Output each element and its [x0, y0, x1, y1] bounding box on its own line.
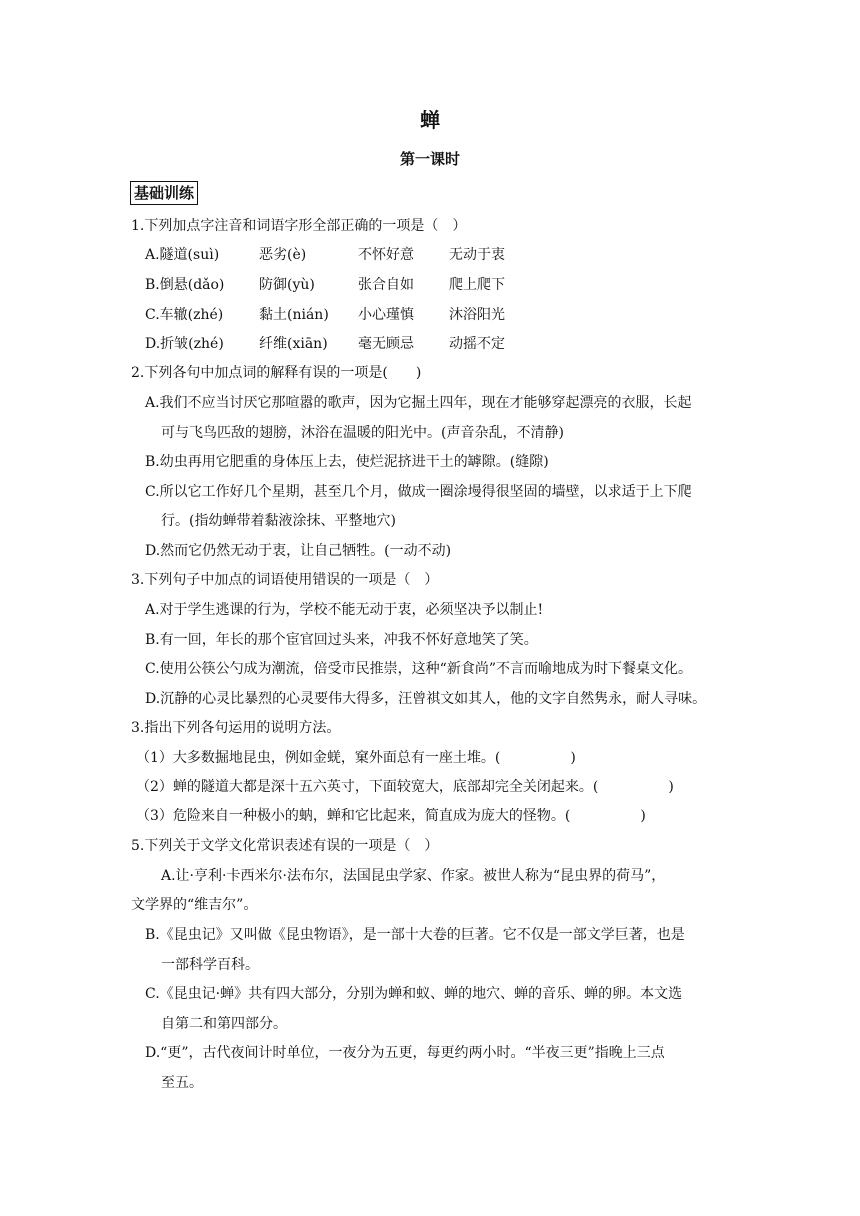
q5-stem: 5.下列关于文学文化常识表述有误的一项是（ ） [131, 838, 439, 854]
q1-stem: 1.下列加点字注音和词语字形全部正确的一项是（ ） [131, 218, 467, 234]
q1-option-cell: 不怀好意 [358, 247, 414, 263]
q1-option-cell: D.折皱(zhé) [145, 336, 224, 352]
q5-option-b-continued: 一部科学百科。 [161, 957, 259, 973]
q5-option-c: C.《昆虫记·蝉》共有四大部分，分别为蝉和蚁、蝉的地穴、蝉的音乐、蝉的卵。本文选 [145, 986, 683, 1002]
q3b-stem: 3.指出下列各句运用的说明方法。 [131, 720, 341, 736]
q1-option-cell: 防御(yù) [259, 277, 315, 293]
section-heading: 基础训练 [130, 181, 198, 205]
q3-option-c: C.使用公筷公勺成为潮流，倍受市民推崇，这种“新食尚”不言而喻地成为时下餐桌文化。 [145, 661, 692, 677]
q1-option-cell: A.隧道(suì) [145, 247, 220, 263]
q2-option-c-continued: 行。(指幼蝉带着黏液涂抹、平整地穴) [161, 513, 396, 529]
q5-option-b: B.《昆虫记》又叫做《昆虫物语》，是一部十大卷的巨著。它不仅是一部文学巨著，也是 [145, 927, 685, 943]
lesson-subtitle: 第一课时 [399, 150, 460, 168]
q1-option-cell: 爬上爬下 [449, 277, 505, 293]
q1-option-cell: 张合自如 [358, 277, 414, 293]
q5-option-a: A.让·亨利·卡西米尔·法布尔，法国昆虫学家、作家。被世人称为“昆虫界的荷马”， [161, 868, 666, 884]
q5-option-d-continued: 至五。 [161, 1075, 203, 1091]
q3-option-b: B.有一回，年长的那个宦官回过头来，冲我不怀好意地笑了笑。 [145, 632, 538, 648]
q1-option-cell: 沐浴阳光 [449, 307, 505, 323]
q3-option-a: A.对于学生逃课的行为，学校不能无动于衷，必须坚决予以制止! [145, 602, 544, 618]
q3-option-d: D.沉静的心灵比暴烈的心灵要伟大得多，汪曾祺文如其人，他的文字自然隽永，耐人寻味。 [145, 691, 707, 707]
q1-option-cell: 纤维(xiān) [259, 336, 328, 352]
q1-option-cell: C.车辙(zhé) [145, 307, 224, 323]
page-title: 蝉 [420, 108, 440, 132]
q2-option-a-continued: 可与飞鸟匹敌的翅膀，沐浴在温暖的阳光中。(声音杂乱，不清静) [161, 425, 564, 441]
q2-stem: 2.下列各句中加点词的解释有误的一项是( ) [131, 365, 422, 381]
q2-option-b: B.幼虫再用它肥重的身体压上去，使烂泥挤进干土的罅隙。(缝隙) [145, 454, 549, 470]
q1-option-cell: 恶劣(è) [259, 247, 307, 263]
q2-option-c: C.所以它工作好几个星期，甚至几个月，做成一圈涂墁得很坚固的墙壁，以求适于上下爬 [145, 484, 692, 500]
q1-option-cell: 黏土(nián) [259, 307, 329, 323]
q3b-item-1: （1）大多数掘地昆虫，例如金蜣，窠外面总有一座土堆。( ) [136, 750, 576, 766]
q5-option-a-continued: 文学界的“维吉尔”。 [131, 897, 258, 913]
q1-option-cell: 动摇不定 [449, 336, 505, 352]
q2-option-d: D.然而它仍然无动于衷，让自己牺牲。(一动不动) [145, 543, 452, 559]
q5-option-c-continued: 自第二和第四部分。 [161, 1016, 287, 1032]
q1-option-cell: 毫无顾忌 [358, 336, 414, 352]
q3-stem: 3.下列句子中加点的词语使用错误的一项是（ ） [131, 572, 439, 588]
q3b-item-3: （3）危险来自一种极小的蚋，蝉和它比起来，简直成为庞大的怪物。( ) [136, 808, 646, 824]
q1-option-cell: B.倒悬(dǎo) [145, 277, 225, 293]
q5-option-d: D.“更”，古代夜间计时单位，一夜分为五更，每更约两小时。“半夜三更”指晚上三点 [145, 1045, 665, 1061]
q3b-item-2: （2）蝉的隧道大都是深十五六英寸，下面较宽大，底部却完全关闭起来。( ) [136, 779, 674, 795]
q1-option-cell: 小心瑾慎 [358, 307, 414, 323]
q2-option-a: A.我们不应当讨厌它那喧嚣的歌声，因为它掘土四年，现在才能够穿起漂亮的衣服，长起 [145, 395, 692, 411]
q1-option-cell: 无动于衷 [449, 247, 505, 263]
